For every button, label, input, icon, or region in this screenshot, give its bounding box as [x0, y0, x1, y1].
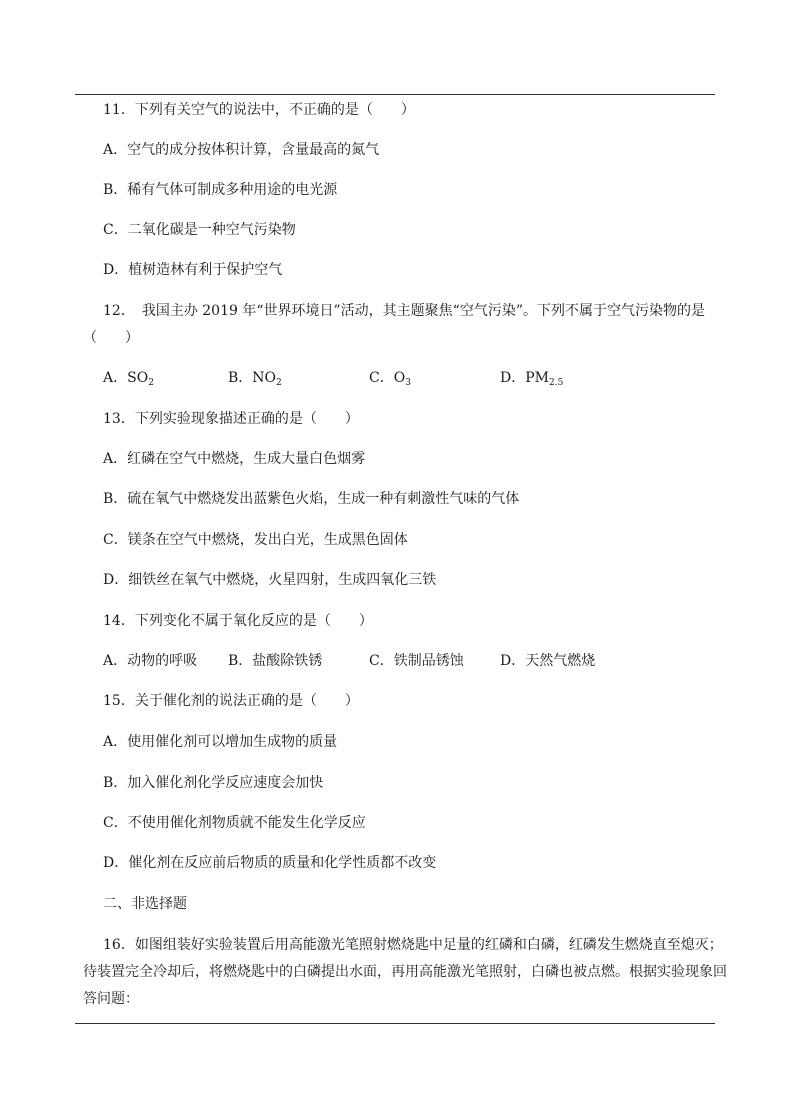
q13-option-c: C．镁条在空气中燃烧，发出白光，生成黑色固体 [103, 532, 408, 548]
q14-option-b: B．盐酸除铁锈 [228, 653, 323, 669]
q15-stem: 15．关于催化剂的说法正确的是（ ） [103, 693, 359, 709]
q13-option-a: A．红磷在空气中燃烧，生成大量白色烟雾 [103, 451, 366, 467]
q13-option-b: B．硫在氧气中燃烧发出蓝紫色火焰，生成一种有刺激性气味的气体 [103, 491, 520, 507]
q11-option-a: A．空气的成分按体积计算，含量最高的氮气 [103, 142, 380, 158]
q12-option-c: C．$O_3$ [369, 370, 411, 388]
header-rule [75, 94, 715, 95]
section-title: 二、非选择题 [103, 896, 187, 912]
q16-line3: 答问题： [83, 991, 139, 1007]
q15-option-c: C．不使用催化剂物质就不能发生化学反应 [103, 815, 366, 831]
q15-option-b: B．加入催化剂化学反应速度会加快 [103, 775, 324, 791]
q16-line1: 16．如图组装好实验装置后用高能激光笔照射燃烧匙中足量的红磷和白磷，红磷发生燃烧直至熄灭； [103, 937, 723, 953]
q14-option-a: A．动物的呼吸 [103, 653, 198, 669]
q14-stem: 14．下列变化不属于氧化反应的是（ ） [103, 613, 373, 629]
q13-option-d: D．细铁丝在氧气中燃烧，火星四射，生成四氧化三铁 [103, 572, 437, 588]
q13-stem: 13．下列实验现象描述正确的是（ ） [103, 411, 359, 427]
q14-option-c: C．铁制品锈蚀 [369, 653, 464, 669]
q11-option-b: B．稀有气体可制成多种用途的电光源 [103, 182, 338, 198]
q16-line2: 待装置完全冷却后，将燃烧匙中的白磷提出水面，再用高能激光笔照射，白磷也被点燃。根据实验现象回 [83, 964, 727, 980]
q12-option-d: D．$PM_{2.5}$ [500, 370, 564, 388]
q12-option-a: A．$SO_2$ [103, 370, 154, 388]
q11-option-c: C．二氧化碳是一种空气污染物 [103, 222, 296, 238]
q11-option-d: D．植树造林有利于保护空气 [103, 262, 283, 278]
q12-stem-line2: （ ） [83, 330, 139, 346]
q15-option-a: A．使用催化剂可以增加生成物的质量 [103, 734, 338, 750]
q14-option-d: D．天然气燃烧 [500, 653, 596, 669]
q12-stem-line1: 12． 我国主办 2019 年“世界环境日”活动，其主题聚焦“空气污染”。下列不属于空气污染物的是 [103, 303, 705, 319]
q11-stem: 11．下列有关空气的说法中，不正确的是（ ） [103, 102, 415, 118]
q15-option-d: D．催化剂在反应前后物质的质量和化学性质都不改变 [103, 855, 437, 871]
q12-option-b: B．$NO_2$ [228, 370, 282, 388]
footer-rule [75, 1023, 715, 1024]
